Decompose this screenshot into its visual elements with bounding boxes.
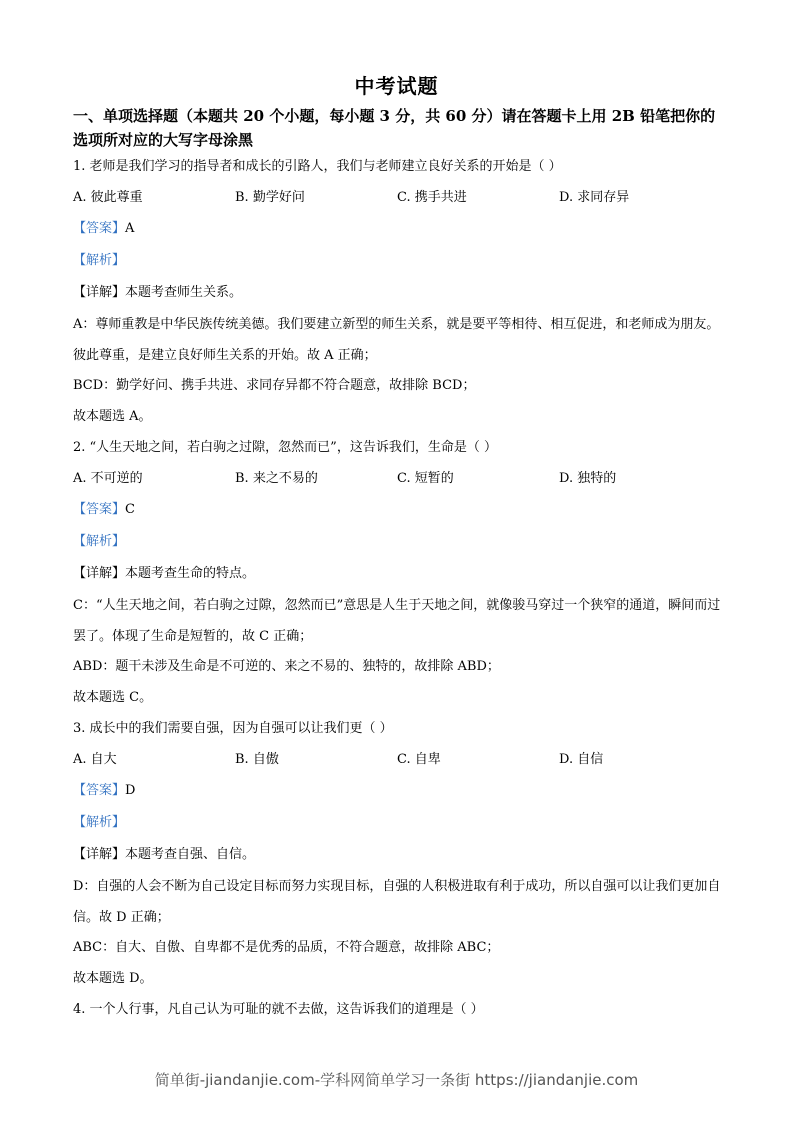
question-2-detail: 【详解】本题考查生命的特点。 <box>73 566 256 581</box>
question-3-option-b: B. 自傲 <box>235 752 279 767</box>
question-1-option-d: D. 求同存异 <box>559 190 630 205</box>
answer-label: 【答案】 <box>73 221 126 236</box>
question-3-explanation-1: D：自强的人会不断为自己设定目标而努力实现目标，自强的人积极进取有利于成功，所以自强可以让我们更加自信。故 D 正确； <box>73 879 721 925</box>
question-3-option-a: A. 自大 <box>73 752 117 767</box>
section-heading: 一、单项选择题（本题共 20 个小题，每小题 3 分，共 60 分）请在答题卡上用 2B 铅笔把你的选项所对应的大写字母涂黑 <box>73 107 716 149</box>
question-2-option-c: C. 短暂的 <box>397 471 454 486</box>
question-1-option-a: A. 彼此尊重 <box>73 190 143 205</box>
page-title: 中考试题 <box>354 74 439 98</box>
question-3-conclusion: 故本题选 D。 <box>73 971 153 986</box>
question-2-stem: 2. “人生天地之间，若白驹之过隙，忽然而已”，这告诉我们，生命是（ ） <box>73 440 497 455</box>
question-1-detail: 【详解】本题考查师生关系。 <box>73 285 243 300</box>
question-1-stem: 1. 老师是我们学习的指导者和成长的引路人，我们与老师建立良好关系的开始是（ ） <box>73 159 562 174</box>
question-1-conclusion: 故本题选 A。 <box>73 409 152 424</box>
answer-label: 【答案】 <box>73 502 126 517</box>
question-4-stem: 4. 一个人行事，凡自己认为可耻的就不去做，这告诉我们的道理是（ ） <box>73 1002 484 1017</box>
question-1-option-b: B. 勤学好问 <box>235 190 305 205</box>
answer-value: C <box>125 502 135 517</box>
question-1-explanation-2: BCD：勤学好问、携手共进、求同存异都不符合题意，故排除 BCD； <box>73 378 476 393</box>
question-1-analysis-label: 【解析】 <box>73 253 126 268</box>
question-3-explanation-2: ABC：自大、自傲、自卑都不是优秀的品质，不符合题意，故排除 ABC； <box>73 940 500 955</box>
question-3-answer <box>73 781 723 801</box>
question-2-option-b: B. 来之不易的 <box>235 471 318 486</box>
question-3-analysis-label: 【解析】 <box>73 815 126 830</box>
question-3-stem: 3. 成长中的我们需要自强，因为自强可以让我们更（ ） <box>73 721 393 736</box>
answer-label: 【答案】 <box>73 783 126 798</box>
question-3-option-d: D. 自信 <box>559 752 604 767</box>
page-footer: 简单街-jiandanjie.com-学科网简单学习一条街 https://jiandanjie.com <box>154 1071 639 1089</box>
question-2-answer <box>73 500 723 520</box>
answer-value: A <box>125 221 135 236</box>
question-1-option-c: C. 携手共进 <box>397 190 467 205</box>
question-1-answer <box>73 219 723 239</box>
answer-value: D <box>125 783 136 798</box>
question-2-explanation-1: C：“人生天地之间，若白驹之过隙，忽然而已”意思是人生于天地之间，就像骏马穿过一个狭窄的通道，瞬间而过罢了。体现了生命是短暂的，故 C 正确； <box>73 598 721 644</box>
question-2-explanation-2: ABD：题干未涉及生命是不可逆的、来之不易的、独特的，故排除 ABD； <box>73 659 500 674</box>
question-3-option-c: C. 自卑 <box>397 752 441 767</box>
question-2-option-d: D. 独特的 <box>559 471 617 486</box>
question-2-option-a: A. 不可逆的 <box>73 471 143 486</box>
question-2-analysis-label: 【解析】 <box>73 534 126 549</box>
question-2-conclusion: 故本题选 C。 <box>73 690 153 705</box>
question-1-explanation-1: A：尊师重教是中华民族传统美德。我们要建立新型的师生关系，就是要平等相待、相互促进，和老师成为朋友。彼此尊重，是建立良好师生关系的开始。故 A 正确； <box>73 317 720 363</box>
question-3-detail: 【详解】本题考查自强、自信。 <box>73 847 256 862</box>
